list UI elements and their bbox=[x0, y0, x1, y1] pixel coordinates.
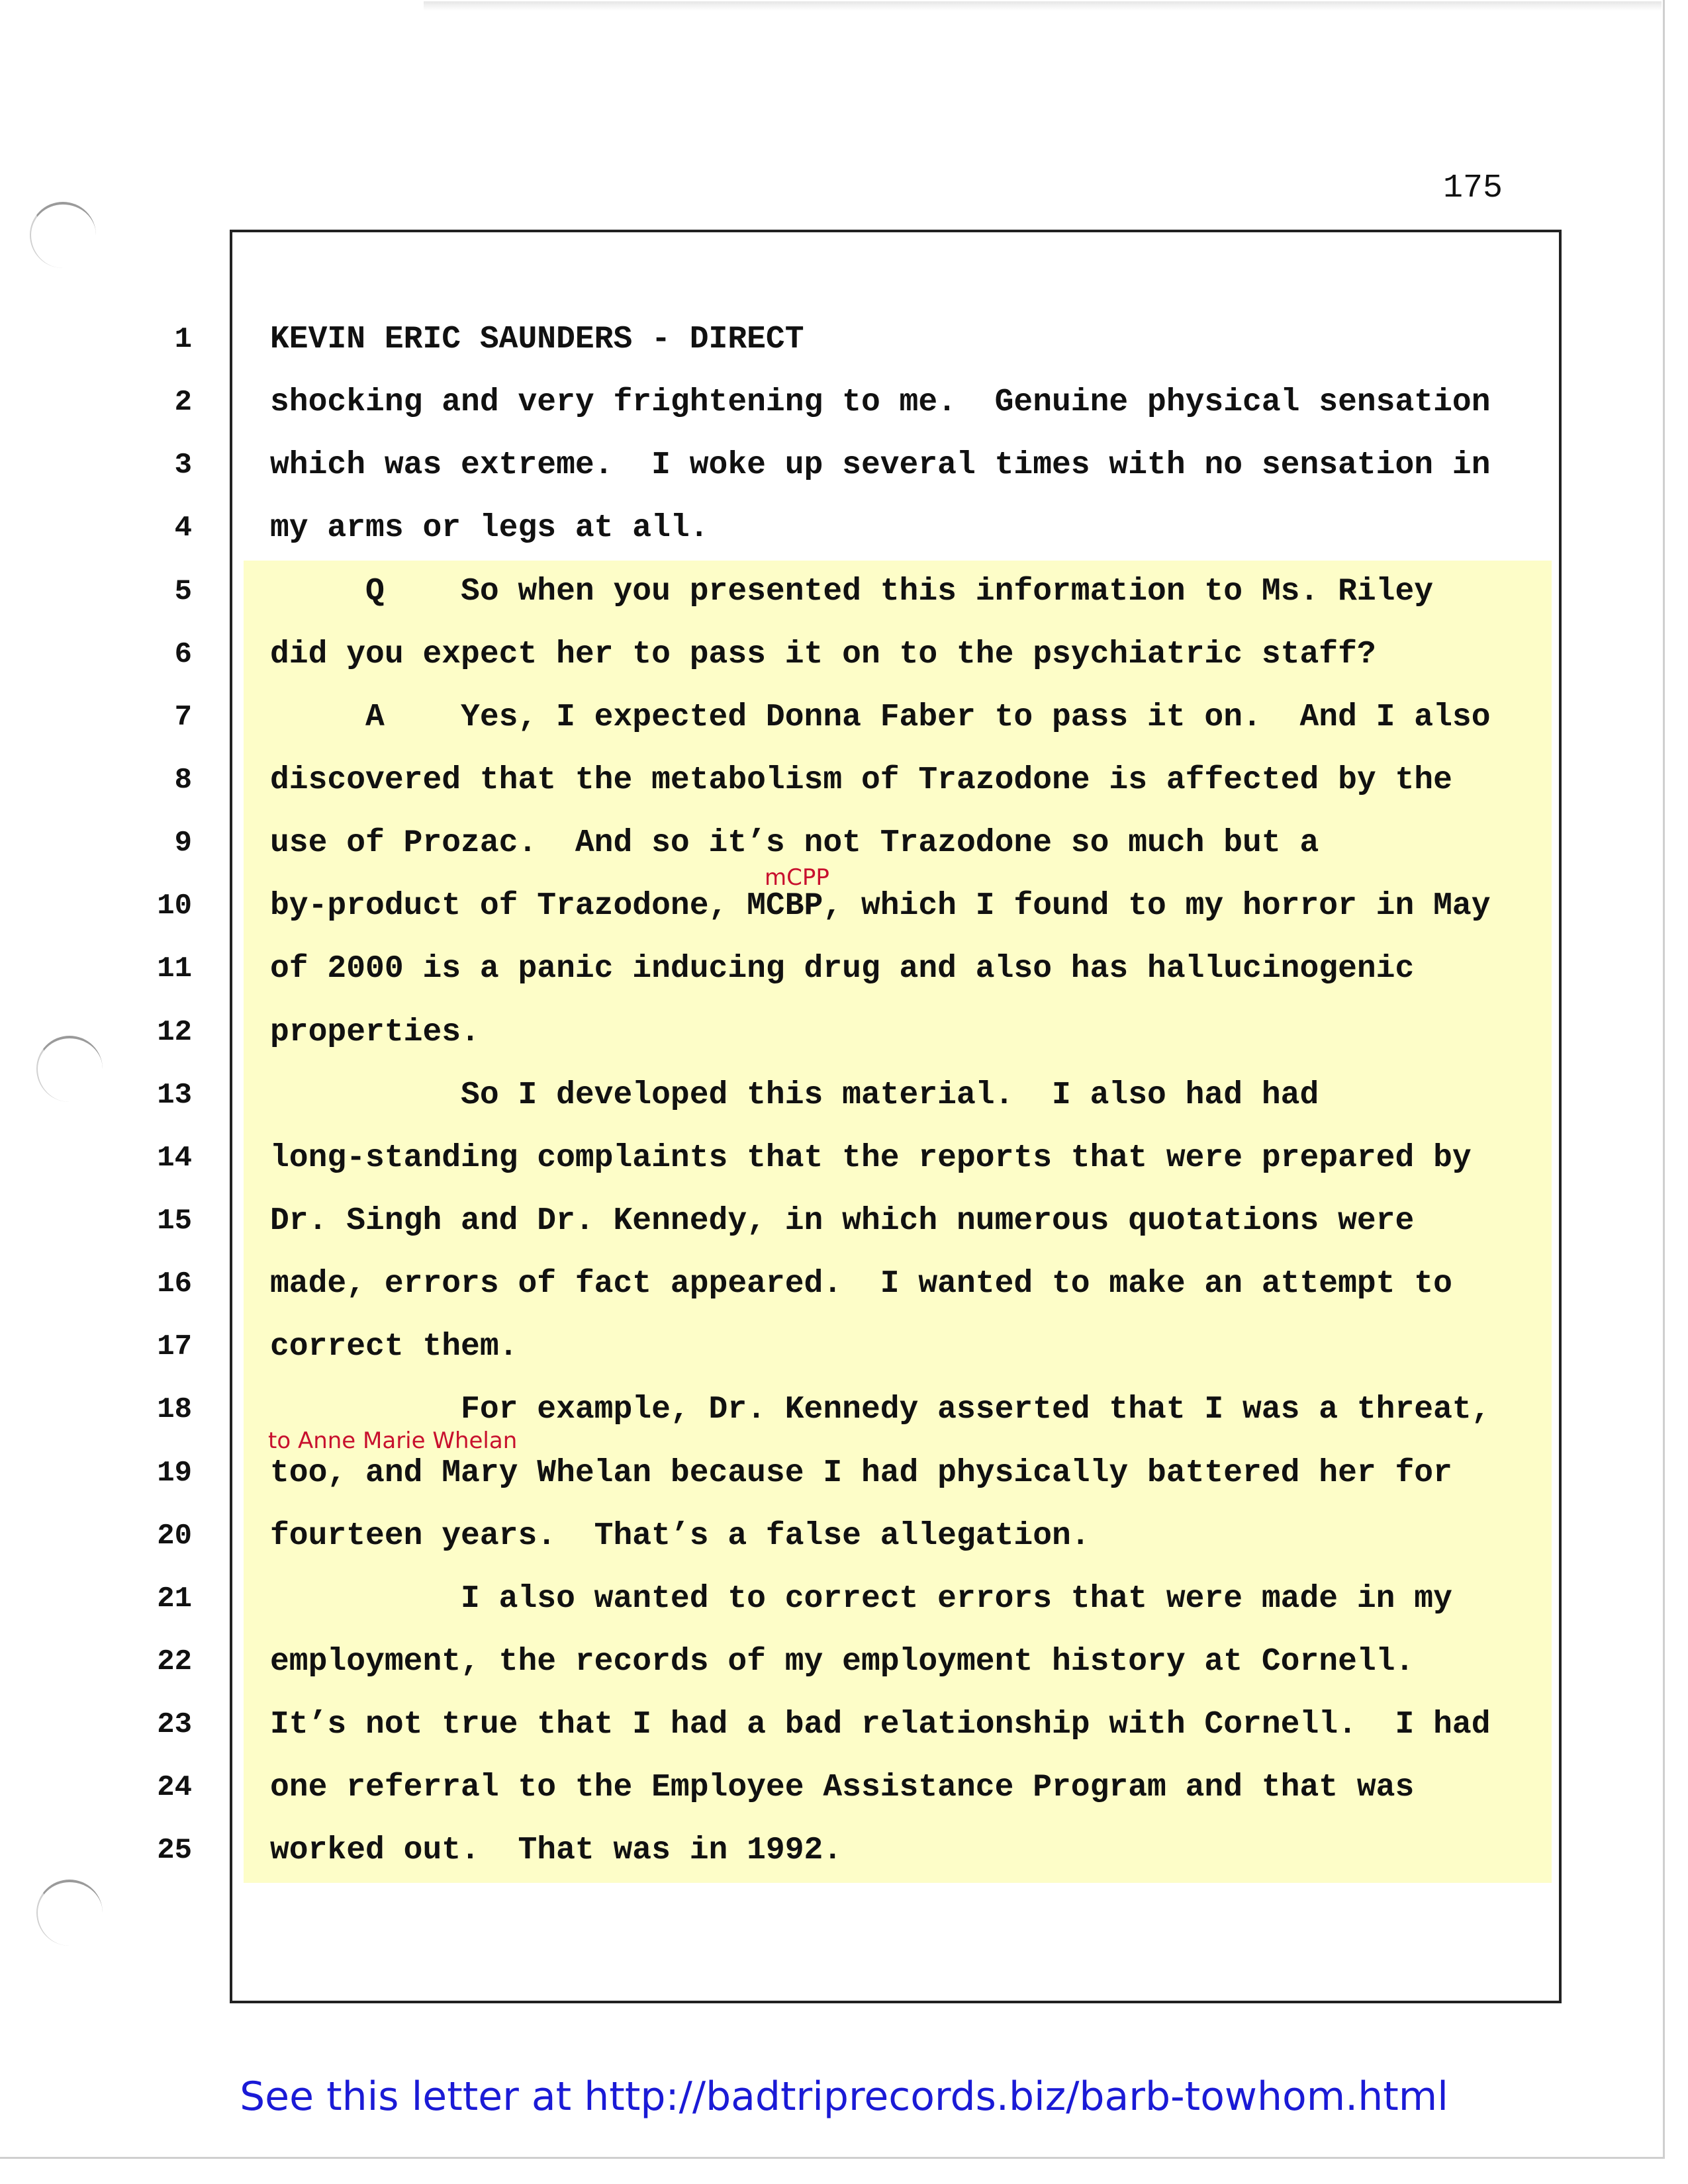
line-number: 6 bbox=[174, 638, 192, 671]
transcript-line: So I developed this material. I also had had bbox=[270, 1077, 1319, 1113]
transcript-line: shocking and very frightening to me. Genuine physical sensation bbox=[270, 385, 1491, 420]
line-number: 8 bbox=[174, 764, 192, 797]
line-number: 10 bbox=[157, 889, 192, 923]
line-number: 17 bbox=[157, 1330, 192, 1363]
punch-hole-bottom bbox=[36, 1880, 103, 1946]
transcript-line: Q So when you presented this information to Ms. Riley bbox=[270, 574, 1434, 610]
line-number: 3 bbox=[174, 449, 192, 482]
line-number: 4 bbox=[174, 512, 192, 545]
transcript-line: worked out. That was in 1992. bbox=[270, 1833, 843, 1868]
transcript-line: It’s not true that I had a bad relationship with Cornell. I had bbox=[270, 1707, 1491, 1743]
annotation-mcpp: mCPP bbox=[765, 864, 829, 891]
line-number: 23 bbox=[157, 1708, 192, 1741]
line-number: 2 bbox=[174, 386, 192, 419]
transcript-line: by-product of Trazodone, MCBP, which I found to my horror in May bbox=[270, 888, 1491, 924]
annotation-whelan: to Anne Marie Whelan bbox=[268, 1428, 518, 1454]
transcript-line: For example, Dr. Kennedy asserted that I was a threat, bbox=[270, 1392, 1491, 1428]
line-number: 21 bbox=[157, 1582, 192, 1615]
line-number: 15 bbox=[157, 1205, 192, 1238]
line-number: 1 bbox=[174, 323, 192, 356]
transcript-line: Dr. Singh and Dr. Kennedy, in which numerous quotations were bbox=[270, 1203, 1415, 1239]
line-number: 25 bbox=[157, 1834, 192, 1867]
line-number: 9 bbox=[174, 827, 192, 860]
transcript-line: properties. bbox=[270, 1015, 480, 1050]
transcript-line: one referral to the Employee Assistance Program and that was bbox=[270, 1770, 1415, 1805]
transcript-line: A Yes, I expected Donna Faber to pass it on. And I also bbox=[270, 700, 1491, 735]
transcript-line: too, and Mary Whelan because I had physically battered her for bbox=[270, 1455, 1452, 1491]
line-number: 16 bbox=[157, 1267, 192, 1300]
line-number: 7 bbox=[174, 701, 192, 734]
line-number: 18 bbox=[157, 1393, 192, 1426]
punch-hole-middle bbox=[36, 1036, 103, 1102]
transcript-line: of 2000 is a panic inducing drug and also has hallucinogenic bbox=[270, 951, 1415, 987]
transcript-header: KEVIN ERIC SAUNDERS - DIRECT bbox=[270, 322, 804, 357]
transcript-line: discovered that the metabolism of Trazodone is affected by the bbox=[270, 762, 1452, 798]
line-number: 22 bbox=[157, 1645, 192, 1678]
transcript-line: fourteen years. That’s a false allegation. bbox=[270, 1518, 1090, 1554]
scan-smudge bbox=[424, 1, 1662, 11]
transcript-line: use of Prozac. And so it’s not Trazodone so much but a bbox=[270, 825, 1319, 861]
line-number: 12 bbox=[157, 1016, 192, 1049]
transcript-line: made, errors of fact appeared. I wanted to make an attempt to bbox=[270, 1266, 1452, 1302]
line-number: 5 bbox=[174, 575, 192, 608]
line-number: 19 bbox=[157, 1457, 192, 1490]
line-number: 20 bbox=[157, 1520, 192, 1553]
line-number: 11 bbox=[157, 952, 192, 985]
transcript-line: which was extreme. I woke up several times with no sensation in bbox=[270, 447, 1491, 483]
transcript-line: long-standing complaints that the reports that were prepared by bbox=[270, 1140, 1472, 1176]
punch-hole-top bbox=[30, 202, 96, 268]
transcript-line: my arms or legs at all. bbox=[270, 510, 709, 546]
transcript-line: employment, the records of my employment history at Cornell. bbox=[270, 1644, 1415, 1680]
page-number: 175 bbox=[1443, 169, 1503, 207]
footer-link[interactable]: See this letter at http://badtriprecords.biz/barb-towhom.html bbox=[240, 2073, 1448, 2120]
transcript-line: did you expect her to pass it on to the psychiatric staff? bbox=[270, 637, 1376, 672]
line-number: 24 bbox=[157, 1771, 192, 1804]
line-number: 14 bbox=[157, 1142, 192, 1175]
transcript-line: correct them. bbox=[270, 1329, 518, 1365]
transcript-line: I also wanted to correct errors that were made in my bbox=[270, 1581, 1452, 1617]
line-number: 13 bbox=[157, 1079, 192, 1112]
